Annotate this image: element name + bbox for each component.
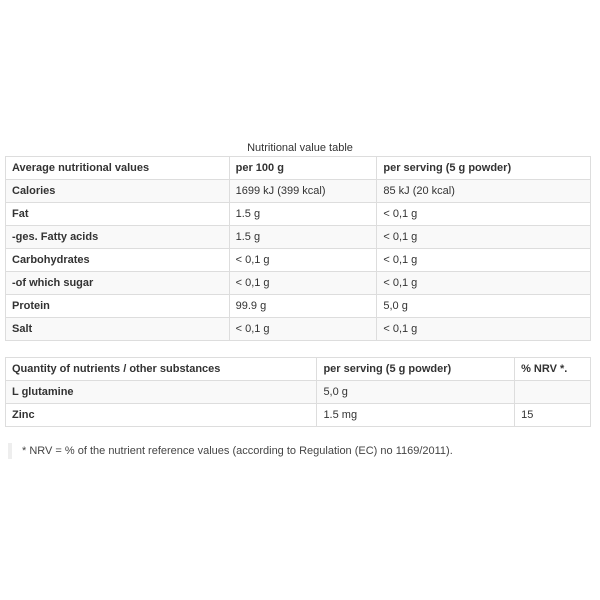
cell-per-serving: 5,0 g [377,295,591,318]
cell-per-serving: 85 kJ (20 kcal) [377,180,591,203]
cell-nrv [515,381,591,404]
cell-per-serving: 1.5 mg [317,404,515,427]
cell-per-serving: < 0,1 g [377,272,591,295]
header-per-100g: per 100 g [229,157,377,180]
table-row [6,318,591,341]
row-label: Protein [6,295,230,318]
table-row [6,404,591,427]
cell-nrv: 15 [515,404,591,427]
cell-per-100g: 1699 kJ (399 kcal) [229,180,377,203]
table-row [6,295,591,318]
cell-per-100g: 1.5 g [229,226,377,249]
cell-per-serving: < 0,1 g [377,226,591,249]
row-label: Zinc [6,404,317,427]
cell-per-100g: < 0,1 g [229,272,377,295]
row-label: Fat [6,203,230,226]
table-row [6,381,591,404]
cell-per-100g: 1.5 g [229,203,377,226]
row-label: Calories [6,180,230,203]
row-label: L glutamine [6,381,317,404]
row-label: Carbohydrates [6,249,230,272]
header-substances: Quantity of nutrients / other substances [6,358,317,381]
table-header-row [6,358,591,381]
row-label: Salt [6,318,230,341]
header-per-serving: per serving (5 g powder) [317,358,515,381]
cell-per-100g: < 0,1 g [229,318,377,341]
header-nrv: % NRV *. [515,358,591,381]
nutrition-table [5,156,591,341]
table-row [6,180,591,203]
row-label: -of which sugar [6,272,230,295]
substances-table [5,357,591,427]
cell-per-100g: < 0,1 g [229,249,377,272]
cell-per-serving: < 0,1 g [377,203,591,226]
header-per-serving: per serving (5 g powder) [377,157,591,180]
row-label: -ges. Fatty acids [6,226,230,249]
cell-per-serving: 5,0 g [317,381,515,404]
table-header-row [6,157,591,180]
table-row [6,249,591,272]
table-caption: Nutritional value table [247,142,353,154]
nrv-footnote: * NRV = % of the nutrient reference values (according to Regulation (EC) no 1169/2011). [8,443,588,459]
cell-per-serving: < 0,1 g [377,249,591,272]
cell-per-serving: < 0,1 g [377,318,591,341]
table-row [6,272,591,295]
table-row [6,203,591,226]
header-nutritional-values: Average nutritional values [6,157,230,180]
cell-per-100g: 99.9 g [229,295,377,318]
table-row [6,226,591,249]
